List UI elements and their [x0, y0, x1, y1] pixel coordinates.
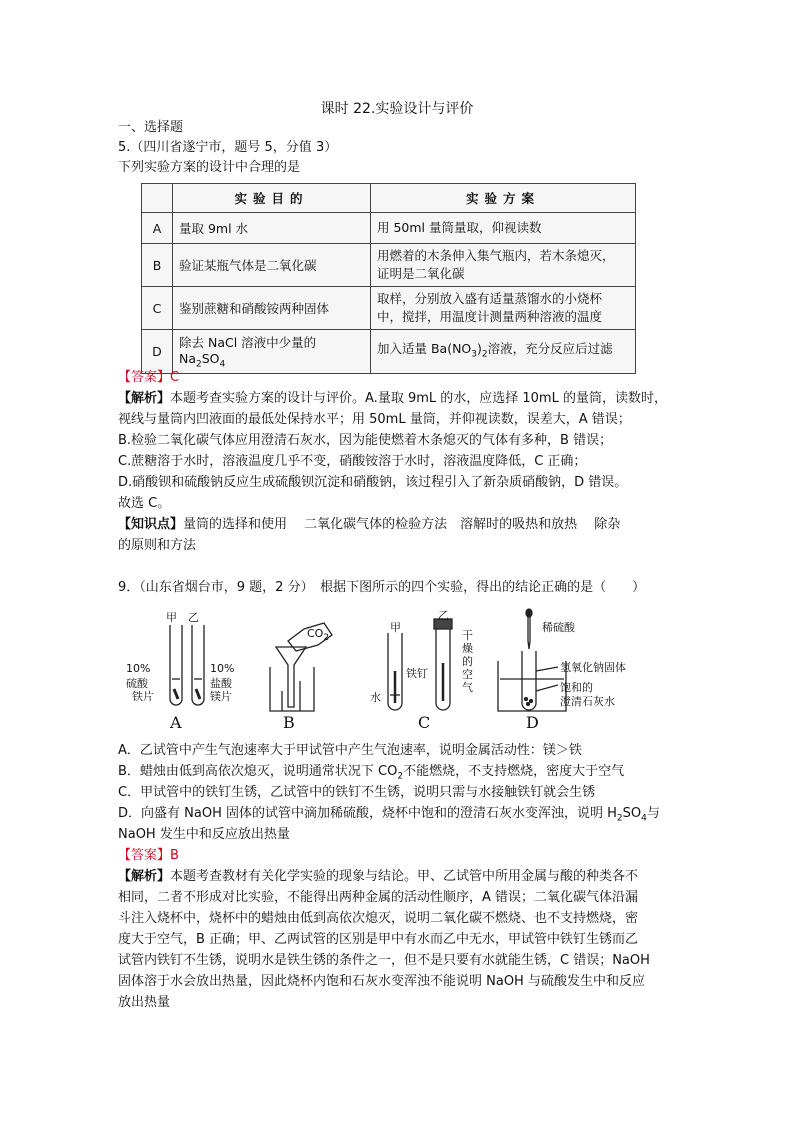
- subscript: 2: [323, 633, 330, 644]
- figure-label-b: B: [283, 713, 295, 732]
- air-char: 空: [462, 668, 473, 681]
- table-header-key: [142, 184, 173, 213]
- row-plan-line2: 证明是二氧化碳: [377, 266, 465, 281]
- plan-text: 加入适量 Ba(NO: [377, 340, 472, 356]
- option-c: C．甲试管中的铁钉生锈，乙试管中的铁钉不生锈，说明只需与水接触铁钉就会生锈: [118, 785, 596, 800]
- label-a-right-1: 10%: [210, 662, 235, 675]
- option-d-cont: NaOH 发生中和反应放出热量: [118, 827, 290, 842]
- table-row: [142, 287, 636, 330]
- analysis-line: 视线与量筒内凹液面的最低处保持水平；用 50mL 量筒，并仰视读数，误差大，A 错误；: [118, 412, 631, 427]
- answer-line-9: [118, 846, 179, 866]
- knowledge-line: 的原则和方法: [118, 538, 197, 553]
- answer-line-5: [118, 368, 179, 388]
- analysis-line: 相同，二者不形成对比实验，不能得出两种金属的活动性顺序，A 错误；二氧化碳气体沿漏: [118, 890, 639, 905]
- document-title: 课时 22.实验设计与评价: [320, 101, 474, 117]
- analysis-line: 度大于空气，B 正确；甲、乙两试管的区别是甲中有水而乙中无水，甲试管中铁钉生锈而乙: [118, 932, 639, 947]
- label-c-yi: 乙: [438, 609, 449, 622]
- row-purpose: 量取 9ml 水: [173, 213, 371, 244]
- label-c-jia: 甲: [390, 621, 401, 634]
- beaker-b: [270, 667, 314, 711]
- table-header-purpose: 实验目的: [173, 184, 371, 213]
- section-heading: 一、选择题: [118, 120, 184, 135]
- row-plan-line1: 用燃着的木条伸入集气瓶内，若木条熄灭，: [377, 248, 615, 263]
- analysis-line: 试管内铁钉不生锈，说明水是铁生锈的条件之一，但不是只要有水就能生锈，C 错误；NaOH: [118, 953, 650, 968]
- table-row: [142, 213, 636, 244]
- row-key: D: [142, 330, 173, 374]
- question-9-header: 9．（山东省烟台市，9 题，2 分） 根据下图所示的四个实验，得出的结论正确的是（ ）: [118, 580, 646, 595]
- row-plan: 用 50ml 量筒量取，仰视读数: [371, 213, 636, 244]
- row-purpose: 验证某瓶气体是二氧化碳: [173, 244, 371, 287]
- table-row: [142, 244, 636, 287]
- purpose-text: SO: [201, 351, 220, 366]
- label-co2: [307, 627, 329, 643]
- label-a-right-2: 盐酸: [210, 677, 232, 690]
- label-jia: 甲: [166, 611, 177, 624]
- row-key: B: [142, 244, 173, 287]
- plan-text: 溶液，充分反应后过滤: [487, 340, 613, 356]
- label-a-left-3: 铁片: [132, 690, 154, 703]
- label-a-right-3: 镁片: [210, 690, 232, 703]
- option-text: 与: [646, 806, 660, 821]
- option-a: A．乙试管中产生气泡速率大于甲试管中产生气泡速率，说明金属活动性：镁＞铁: [118, 743, 582, 758]
- option-text: D．向盛有 NaOH 固体的试管中滴加稀硫酸，烧杯中饱和的澄清石灰水变浑浊，说明 H: [118, 806, 617, 821]
- label-yi: 乙: [188, 611, 199, 624]
- analysis-tag: 【解析】: [118, 869, 171, 884]
- label-naoh: 氢氧化钠固体: [560, 661, 626, 674]
- row-plan: [371, 330, 636, 374]
- purpose-text: 除去 NaCl 溶液中少量的 Na: [179, 335, 317, 366]
- analysis-line: D.硝酸钡和硫酸钠反应生成硫酸钡沉淀和硝酸钠，该过程引入了新杂质硝酸钠，D 错误。: [118, 475, 628, 490]
- row-plan: [371, 244, 636, 287]
- subscript: 4: [219, 359, 226, 370]
- knowledge-line: [118, 515, 620, 535]
- label-a-left-1: 10%: [126, 662, 151, 675]
- table-row: [142, 330, 636, 374]
- analysis-line: C.蔗糖溶于水时，溶液温度几乎不变，硝酸铵溶于水时，溶液温度降低，C 正确；: [118, 454, 587, 469]
- figure-label-c: C: [418, 713, 431, 732]
- analysis-line: [118, 389, 667, 409]
- label-a-left-2: 硫酸: [126, 677, 148, 690]
- label-water: 水: [370, 691, 381, 704]
- subscript: 4: [641, 813, 647, 824]
- analysis-line: 故选 C。: [118, 496, 171, 511]
- question-5-header: 5.（四川省遂宁市，题号 5，分值 3）: [118, 140, 338, 155]
- row-purpose: 鉴别蔗糖和硝酸铵两种固体: [173, 287, 371, 330]
- experiment-figure: [118, 607, 678, 737]
- row-key: C: [142, 287, 173, 330]
- label-dry-air: [462, 629, 473, 694]
- answer-value: C: [170, 370, 180, 385]
- knowledge-tag: 【知识点】: [118, 517, 184, 532]
- answer-tag: 【答案】: [118, 848, 171, 863]
- analysis-line: 固体溶于水会放出热量，因此烧杯内饱和石灰水变浑浊不能说明 NaOH 与硫酸发生中和反应: [118, 974, 645, 989]
- subscript: 2: [616, 813, 623, 824]
- subscript: 3: [471, 349, 478, 359]
- table-header-row: [142, 184, 636, 213]
- figure-label-d: D: [526, 713, 539, 732]
- row-plan: [371, 287, 636, 330]
- row-key: A: [142, 213, 173, 244]
- analysis-line: [118, 867, 638, 887]
- row-purpose: [173, 330, 371, 374]
- row-plan-line2: 中，搅拌，用温度计测量两种溶液的温度: [377, 309, 603, 324]
- gas-text: CO: [307, 627, 324, 640]
- analysis-line: 斗注入烧杯中，烧杯中的蜡烛由低到高依次熄灭，说明二氧化碳不燃烧、也不支持燃烧，密: [118, 911, 639, 926]
- option-text: SO: [622, 806, 642, 821]
- air-char: 的: [462, 655, 473, 668]
- air-char: 燥: [462, 642, 473, 655]
- answer-value: B: [170, 848, 179, 863]
- experiment-table: [141, 183, 636, 374]
- subscript: 2: [481, 349, 488, 359]
- label-nail: 铁钉: [406, 667, 428, 680]
- answer-tag: 【答案】: [118, 370, 171, 385]
- question-5-stem: 下列实验方案的设计中合理的是: [118, 160, 301, 175]
- label-dilute-acid: 稀硫酸: [542, 621, 575, 634]
- option-text: 不能燃烧，不支持燃烧，密度大于空气: [403, 764, 625, 779]
- funnel: [276, 647, 306, 707]
- analysis-tag: 【解析】: [118, 391, 171, 406]
- knowledge-text: 量筒的选择和使用 二氧化碳气体的检验方法 溶解时的吸热和放热 除杂: [183, 517, 621, 532]
- analysis-line: 放出热量: [118, 995, 171, 1010]
- label-lime-2: 澄清石灰水: [560, 695, 615, 708]
- analysis-text: 本题考查实验方案的设计与评价。A.量取 9mL 的水，应选择 10mL 的量筒，读数时，: [170, 391, 667, 406]
- figure-label-a: A: [170, 713, 182, 732]
- subscript: 2: [196, 359, 202, 370]
- option-text: B．蜡烛由低到高依次熄灭，说明通常状况下 CO: [118, 764, 398, 779]
- row-plan-line1: 取样，分别放入盛有适量蒸馏水的小烧杯: [377, 291, 603, 306]
- table-header-plan: 实验方案: [371, 184, 636, 213]
- analysis-line: B.检验二氧化碳气体应用澄清石灰水，因为能使燃着木条熄灭的气体有多种，B 错误；: [118, 433, 613, 448]
- plan-text: ): [477, 340, 482, 356]
- subscript: 2: [397, 771, 404, 782]
- air-char: 气: [462, 681, 473, 694]
- label-lime-1: 饱和的: [560, 681, 593, 694]
- analysis-text: 本题考查教材有关化学实验的现象与结论。甲、乙试管中所用金属与酸的种类各不: [170, 869, 639, 884]
- air-char: 干: [462, 629, 473, 642]
